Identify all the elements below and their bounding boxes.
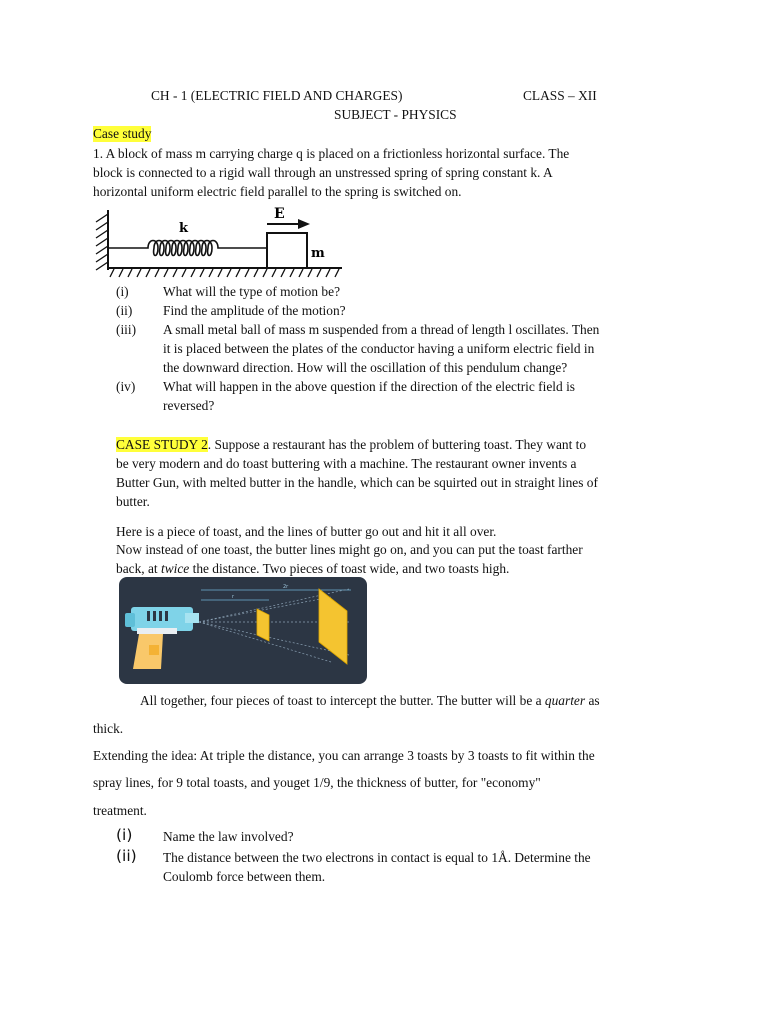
question-number: (i) xyxy=(116,826,133,844)
spring-label: k xyxy=(179,221,189,236)
case2-emphasis: quarter xyxy=(544,693,586,708)
question-number: (iv) xyxy=(116,379,136,394)
case2-para-line xyxy=(116,561,509,577)
spring-block-diagram xyxy=(90,202,350,282)
butter-gun-illustration xyxy=(119,577,367,684)
question-text: What will happen in the above question if the direction of the electric field is xyxy=(163,379,575,394)
question-text: it is placed between the plates of the conductor having a uniform electric field in xyxy=(163,341,595,356)
question-number: (ii) xyxy=(116,847,137,865)
case2-para-line: spray lines, for 9 total toasts, and youget 1/9, the thickness of butter, for "economy" xyxy=(93,775,541,790)
case2-para-line: Butter Gun, with melted butter in the handle, which can be squirted out in straight lines of xyxy=(116,475,598,490)
question-text: What will the type of motion be? xyxy=(163,284,341,299)
question-text: Name the law involved? xyxy=(163,829,294,844)
distance-label-r: r xyxy=(232,594,235,600)
question-text: A small metal ball of mass m suspended from a thread of length l oscillates. Then xyxy=(163,322,600,337)
case2-para-line: Now instead of one toast, the butter lines might go on, and you can put the toast farther xyxy=(116,542,583,557)
question-text: Coulomb force between them. xyxy=(163,869,326,884)
question-text: The distance between the two electrons in contact is equal to 1Å. Determine the xyxy=(163,850,591,865)
distance-label-2r: 2r xyxy=(283,584,289,590)
case2-text: the distance. Two pieces of toast wide, and two toasts high. xyxy=(189,561,510,576)
case2-para-line: be very modern and do toast buttering with a machine. The restaurant owner invents a xyxy=(116,456,577,471)
case2-text: All together, four pieces of toast to intercept the butter. The butter will be a xyxy=(140,693,545,708)
case2-text: as xyxy=(585,693,600,708)
case2-first-line xyxy=(116,437,586,453)
case2-para-line: thick. xyxy=(93,721,124,736)
case2-text: . Suppose a restaurant has the problem of buttering toast. They want to xyxy=(207,437,587,452)
question-number: (ii) xyxy=(116,303,133,318)
question-text: reversed? xyxy=(163,398,215,413)
question-number: (iii) xyxy=(116,322,137,337)
question-text: the downward direction. How will the oscillation of this pendulum change? xyxy=(163,360,568,375)
case2-para-line: butter. xyxy=(116,494,150,509)
case2-para-line xyxy=(140,693,600,709)
case2-para-line: treatment. xyxy=(93,803,147,818)
case2-emphasis: twice xyxy=(160,561,190,576)
class-label: CLASS – XII xyxy=(523,88,597,103)
mass-block xyxy=(267,233,307,268)
mass-label: m xyxy=(311,246,325,261)
subject-label: SUBJECT - PHYSICS xyxy=(334,107,457,122)
question-text: Find the amplitude of the motion? xyxy=(163,303,346,318)
case2-text: back, at xyxy=(116,561,161,576)
chapter-title: CH - 1 (ELECTRIC FIELD AND CHARGES) xyxy=(151,88,403,103)
toast-near xyxy=(257,609,269,641)
field-label: E xyxy=(274,206,285,222)
case2-para-line: Here is a piece of toast, and the lines of butter go out and hit it all over. xyxy=(116,524,497,539)
case1-para-line: 1. A block of mass m carrying charge q is placed on a frictionless horizontal surface. The xyxy=(93,146,570,161)
case1-para-line: block is connected to a rigid wall through an unstressed spring of spring constant k. A xyxy=(93,165,553,180)
question-number: (i) xyxy=(116,284,129,299)
case2-para-line: Extending the idea: At triple the distance, you can arrange 3 toasts by 3 toasts to fit within the xyxy=(93,748,595,763)
case-study-2-heading: CASE STUDY 2 xyxy=(116,437,208,452)
spring xyxy=(108,241,267,256)
case-study-1-heading: Case study xyxy=(93,126,152,141)
case1-para-line: horizontal uniform electric field parallel to the spring is switched on. xyxy=(93,184,462,199)
